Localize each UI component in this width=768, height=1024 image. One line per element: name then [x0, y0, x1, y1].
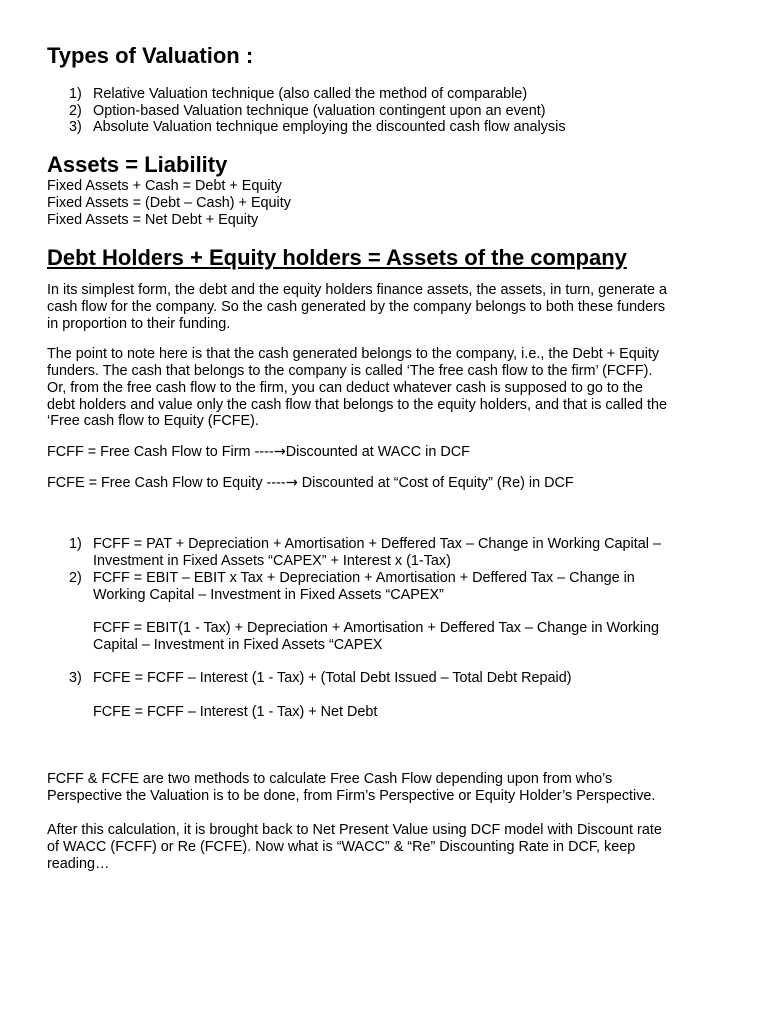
- asset-equation: Fixed Assets = (Debt – Cash) + Equity: [47, 195, 291, 211]
- formula-line: FCFF = EBIT(1 - Tax) + Depreciation + Amortisation + Deffered Tax – Change in Working: [93, 620, 660, 636]
- paragraph-line: Or, from the free cash flow to the firm, you can deduct whatever cash is supposed to go to the: [47, 380, 643, 396]
- paragraph-line: funders. The cash that belongs to the company is called ‘The free cash flow to the firm’ (FCFF).: [47, 363, 653, 379]
- list-item: Relative Valuation technique (also called the method of comparable): [93, 86, 528, 102]
- formula-line: FCFF = EBIT – EBIT x Tax + Depreciation + Amortisation + Deffered Tax – Change in: [93, 570, 635, 586]
- list-item: Option-based Valuation technique (valuation contingent upon an event): [93, 103, 546, 119]
- arrow-right-icon: →: [285, 475, 298, 491]
- heading-debt-equity-holders: Debt Holders + Equity holders = Assets of the company: [47, 245, 627, 270]
- paragraph-line: ‘Free cash flow to Equity (FCFE).: [47, 413, 259, 429]
- heading-types-of-valuation: Types of Valuation :: [47, 43, 254, 68]
- list-marker: 3): [69, 670, 82, 686]
- formula-line: FCFF = PAT + Depreciation + Amortisation + Deffered Tax – Change in Working Capital –: [93, 536, 661, 552]
- paragraph-line: in proportion to their funding.: [47, 316, 231, 332]
- formula-line: Capital – Investment in Fixed Assets “CAPEX: [93, 637, 383, 653]
- paragraph-line: cash flow for the company. So the cash generated by the company belongs to both these funders: [47, 299, 666, 315]
- paragraph-line: Perspective the Valuation is to be done, from Firm’s Perspective or Equity Holder’s Perspective.: [47, 788, 656, 804]
- formula-line: Working Capital – Investment in Fixed Assets “CAPEX”: [93, 587, 444, 603]
- paragraph-line: In its simplest form, the debt and the equity holders finance assets, the assets, in turn, generate a: [47, 282, 667, 298]
- asset-equation: Fixed Assets + Cash = Debt + Equity: [47, 178, 282, 194]
- fcfe-definition: [47, 475, 574, 492]
- formula-line: FCFE = FCFF – Interest (1 - Tax) + Net Debt: [93, 704, 378, 720]
- paragraph-line: FCFF & FCFE are two methods to calculate Free Cash Flow depending upon from who’s: [47, 771, 613, 787]
- list-marker: 2): [69, 103, 82, 119]
- paragraph-line: The point to note here is that the cash generated belongs to the company, i.e., the Debt + Equity: [47, 346, 660, 362]
- list-item: Absolute Valuation technique employing the discounted cash flow analysis: [93, 119, 566, 135]
- fcff-definition-discount: Discounted at WACC in DCF: [285, 444, 470, 460]
- list-marker: 1): [69, 86, 82, 102]
- paragraph-line: reading…: [47, 856, 110, 872]
- fcff-definition: [47, 444, 470, 461]
- formula-line: FCFE = FCFF – Interest (1 - Tax) + (Total Debt Issued – Total Debt Repaid): [93, 670, 572, 686]
- list-marker: 1): [69, 536, 82, 552]
- fcfe-definition-label: FCFE = Free Cash Flow to Equity ----: [47, 475, 286, 491]
- paragraph-line: of WACC (FCFF) or Re (FCFE). Now what is “WACC” & “Re” Discounting Rate in DCF, keep: [47, 839, 636, 855]
- paragraph-line: After this calculation, it is brought back to Net Present Value using DCF model with Discount rate: [47, 822, 662, 838]
- list-marker: 3): [69, 119, 82, 135]
- asset-equation: Fixed Assets = Net Debt + Equity: [47, 212, 259, 228]
- arrow-right-icon: →: [273, 444, 286, 460]
- paragraph-line: debt holders and value only the cash flow that belongs to the equity holders, and that is called the: [47, 397, 668, 413]
- heading-assets-liability: Assets = Liability: [47, 152, 228, 177]
- fcff-definition-label: FCFF = Free Cash Flow to Firm ----: [47, 444, 274, 460]
- fcfe-definition-discount: Discounted at “Cost of Equity” (Re) in DCF: [297, 475, 574, 491]
- list-marker: 2): [69, 570, 82, 586]
- formula-line: Investment in Fixed Assets “CAPEX” + Interest x (1-Tax): [93, 553, 451, 569]
